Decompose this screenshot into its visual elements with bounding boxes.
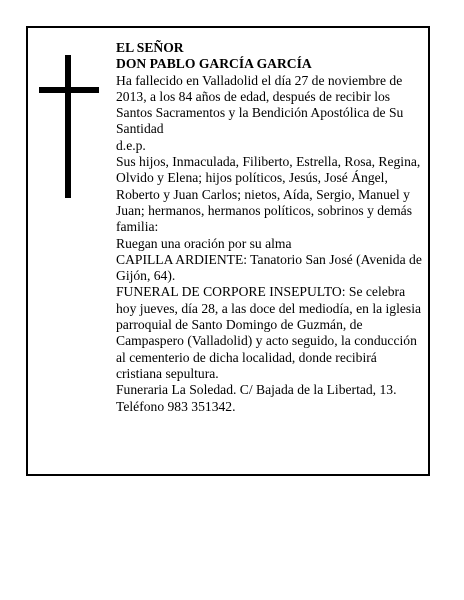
- latin-cross-icon: [39, 55, 99, 198]
- cross-vertical-bar: [65, 55, 71, 198]
- notice-dep: d.e.p.: [116, 137, 146, 153]
- notice-funeral-home: Funeraria La Soledad. C/ Bajada de la Libertad, 13. Teléfono 983 351342.: [116, 382, 397, 414]
- notice-funeral-details: FUNERAL DE CORPORE INSEPULTO: Se celebra hoy jueves, día 28, a las doce del mediodía, en la iglesia parroquial de Santo Domingo de Guzmán, de Campaspero (Valladolid) y acto seguido, la conducción al cementerio de dicha localidad, donde recibirá cristiana sepultura.: [116, 284, 422, 381]
- notice-deceased-name: DON PABLO GARCÍA GARCÍA: [116, 56, 312, 72]
- notice-death-announcement: Ha fallecido en Valladolid el día 27 de noviembre de 2013, a los 84 años de edad, después de recibir los Santos Sacramentos y la Bendición Apostólica de Su Santidad: [116, 72, 404, 137]
- notice-wake-location: CAPILLA ARDIENTE: Tanatorio San José (Avenida de Gijón, 64).: [116, 251, 422, 284]
- notice-text: [116, 40, 424, 415]
- cross-horizontal-bar: [39, 87, 99, 93]
- notice-heading-title: EL SEÑOR: [116, 40, 184, 55]
- notice-family: Sus hijos, Inmaculada, Filiberto, Estrella, Rosa, Regina, Olvido y Elena; hijos políticos, Jesús, José Ángel, Roberto y Juan Carlos; nietos, Aída, Sergio, Manuel y Juan; hermanos, hermanos políticos, sobrinos y demás familia:: [116, 154, 421, 235]
- obituary-notice: [26, 26, 430, 476]
- notice-prayer-request: Ruegan una oración por su alma: [116, 235, 292, 251]
